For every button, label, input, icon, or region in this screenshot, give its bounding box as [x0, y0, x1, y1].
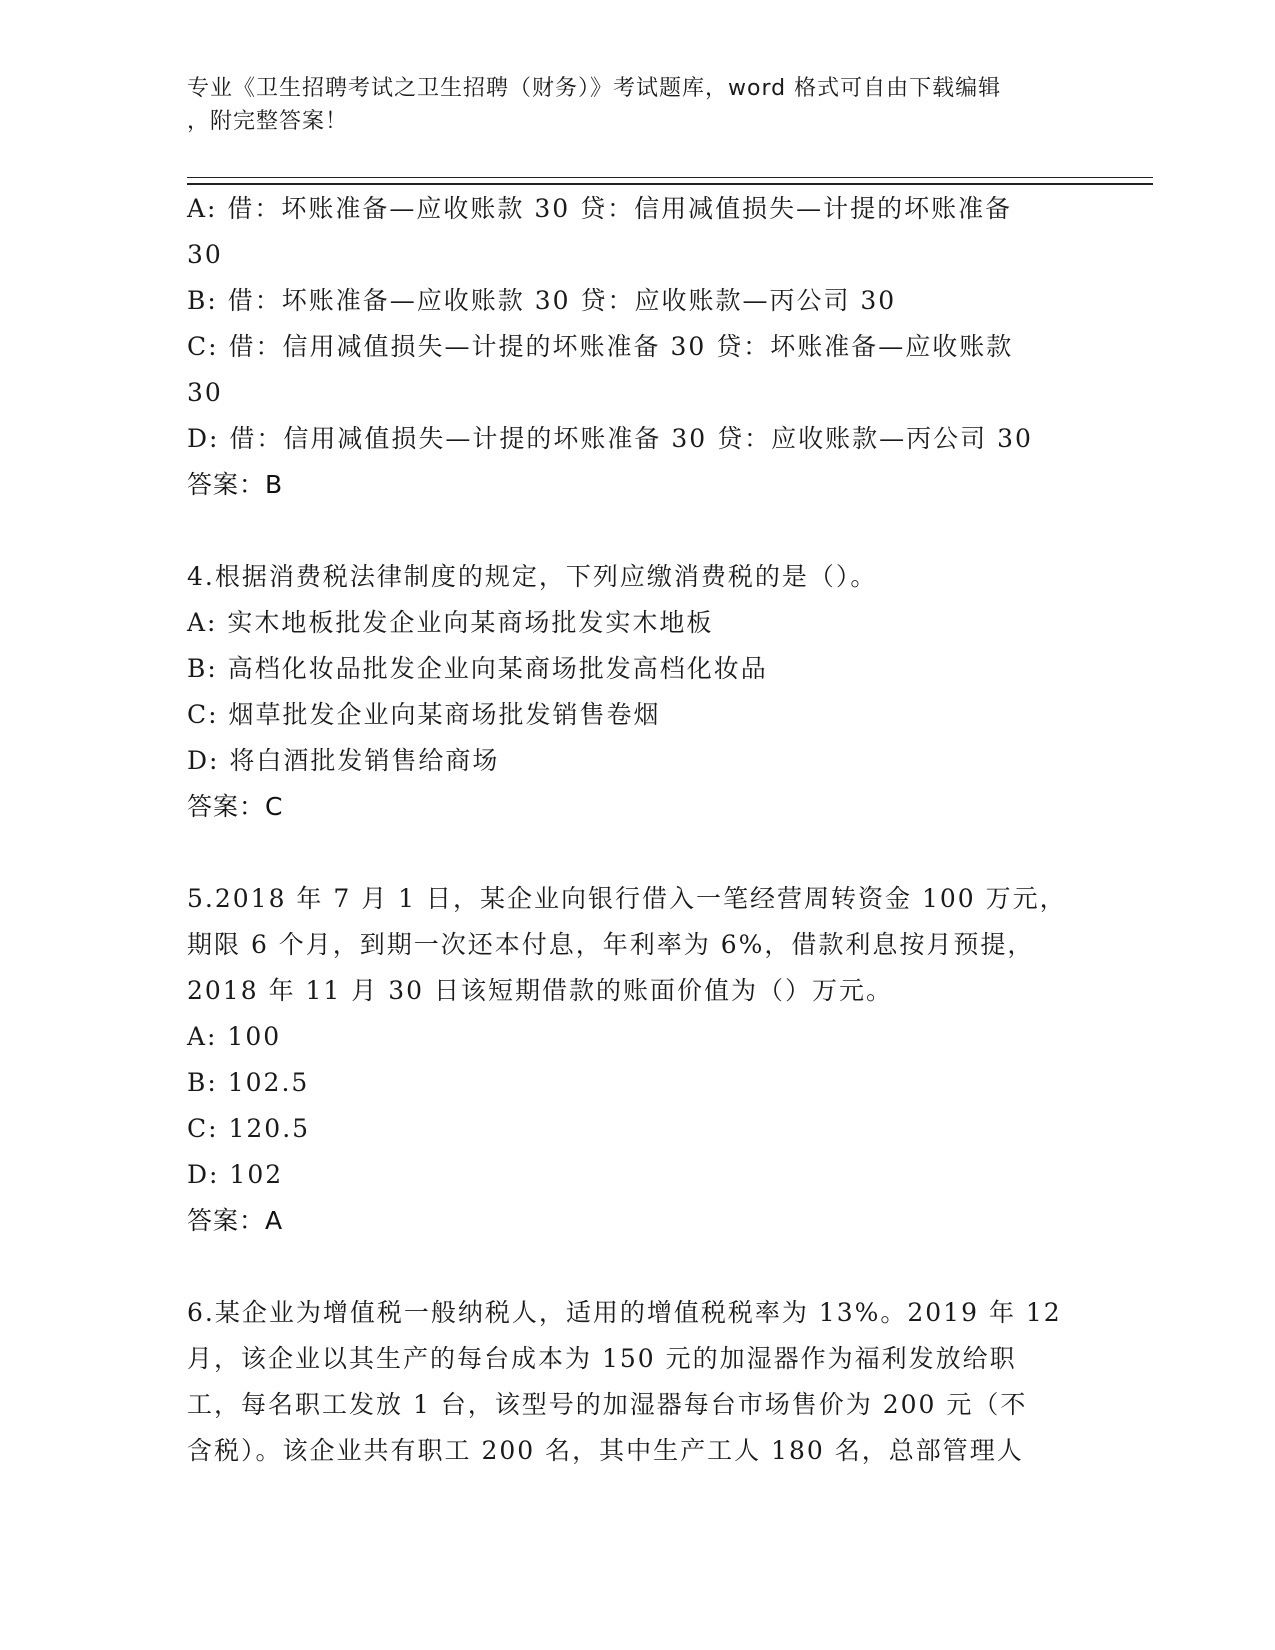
q4-option-a: A: 实木地板批发企业向某商场批发实木地板 [187, 608, 714, 637]
q5-option-b: B: 102.5 [187, 1068, 310, 1097]
q4-option-d: D: 将白酒批发销售给商场 [187, 746, 500, 775]
q4-answer: 答案：C [187, 792, 284, 821]
q6-stem-line-1: 6.某企业为增值税一般纳税人，适用的增值税税率为 13%。2019 年 12 [187, 1298, 1062, 1327]
q5-option-d: D: 102 [187, 1160, 284, 1189]
q3-option-a-line-2: 30 [187, 240, 223, 269]
spacer [187, 830, 1087, 876]
q5-answer: 答案：A [187, 1206, 284, 1235]
q5-stem-line-1: 5.2018 年 7 月 1 日，某企业向银行借入一笔经营周转资金 100 万元， [187, 884, 1067, 913]
header-divider-thin [187, 177, 1153, 178]
spacer [187, 508, 1087, 554]
header-divider-thick [187, 183, 1153, 185]
spacer [187, 1244, 1087, 1290]
question-5 [187, 876, 1087, 1244]
q5-option-a: A: 100 [187, 1022, 282, 1051]
q3-option-c-line-2: 30 [187, 378, 223, 407]
q4-option-b: B: 高档化妆品批发企业向某商场批发高档化妆品 [187, 654, 768, 683]
q6-stem-line-2: 月，该企业以其生产的每台成本为 150 元的加湿器作为福利发放给职 [187, 1344, 1017, 1373]
q4-stem: 4.根据消费税法律制度的规定，下列应缴消费税的是（）。 [187, 562, 878, 591]
header-line-1: 专业《卫生招聘考试之卫生招聘（财务）》考试题库，word 格式可自由下载编辑 [187, 76, 1002, 101]
q3-option-a-line-1: A: 借：坏账准备—应收账款 30 贷：信用减值损失—计提的坏账准备 [187, 194, 1013, 223]
question-content [187, 186, 1087, 1474]
question-4 [187, 554, 1087, 830]
header-line-2: ，附完整答案！ [187, 109, 349, 134]
q6-stem-line-3: 工，每名职工发放 1 台，该型号的加湿器每台市场售价为 200 元（不 [187, 1390, 1028, 1419]
q3-option-b: B: 借：坏账准备—应收账款 30 贷：应收账款—丙公司 30 [187, 286, 897, 315]
q4-option-c: C: 烟草批发企业向某商场批发销售卷烟 [187, 700, 661, 729]
q3-answer: 答案：B [187, 470, 284, 499]
q6-stem-line-4: 含税）。该企业共有职工 200 名，其中生产工人 180 名，总部管理人 [187, 1436, 1024, 1465]
question-6 [187, 1290, 1087, 1474]
q5-option-c: C: 120.5 [187, 1114, 311, 1143]
q3-option-d: D: 借：信用减值损失—计提的坏账准备 30 贷：应收账款—丙公司 30 [187, 424, 1033, 453]
q5-stem-line-2: 期限 6 个月，到期一次还本付息，年利率为 6%，借款利息按月预提， [187, 930, 1035, 959]
document-header [187, 72, 1087, 138]
q3-option-c-line-1: C: 借：信用减值损失—计提的坏账准备 30 贷：坏账准备—应收账款 [187, 332, 1014, 361]
question-3-options [187, 186, 1087, 508]
q5-stem-line-3: 2018 年 11 月 30 日该短期借款的账面价值为（）万元。 [187, 976, 893, 1005]
